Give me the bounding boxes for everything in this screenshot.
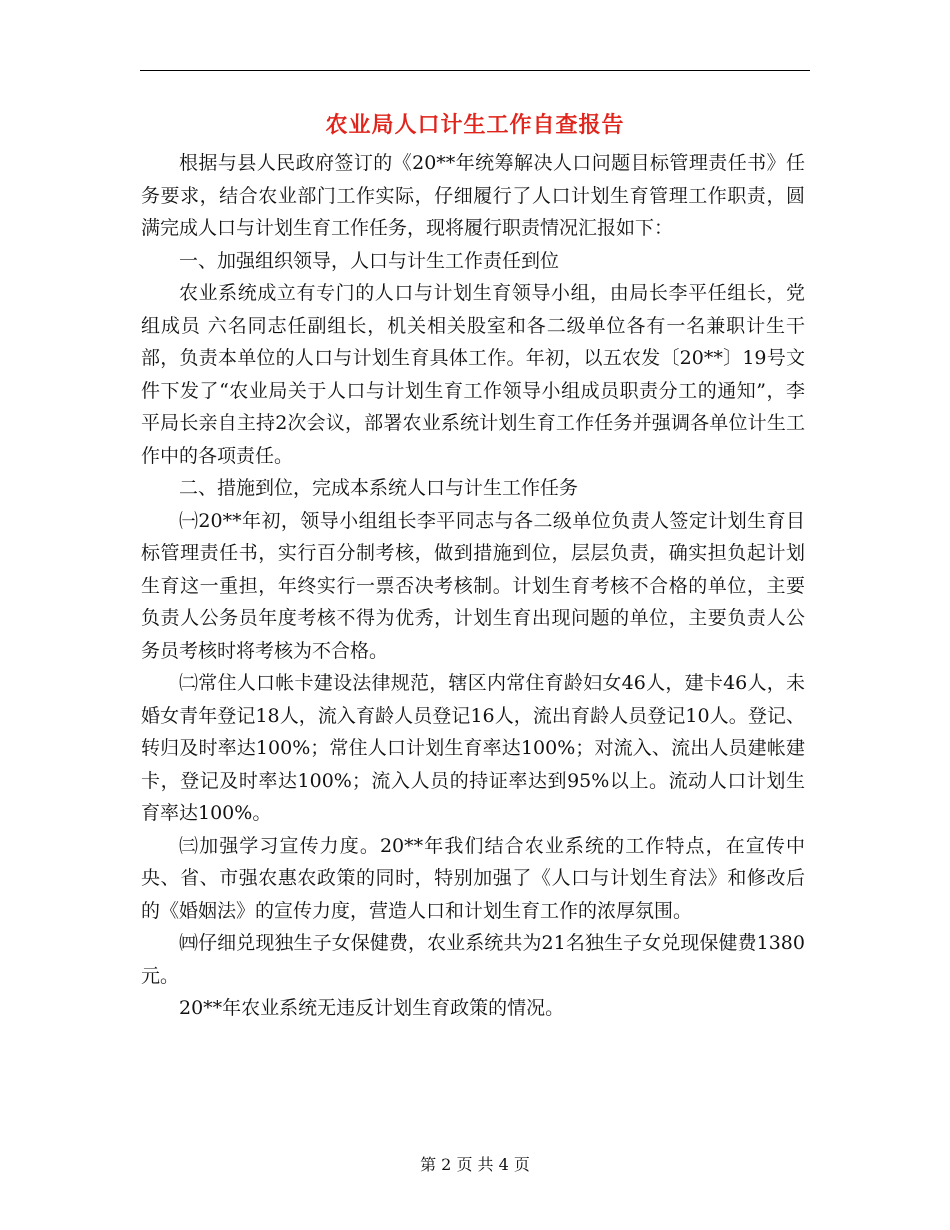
document-body [141, 147, 805, 1025]
paragraph-item-1: ㈠20**年初，领导小组组长李平同志与各二级单位负责人签定计划生育目标管理责任书，实行百分制考核，做到措施到位，层层负责，确实担负起计划生育这一重担，年终实行一票否决考核制。计划生育考核不合格的单位，主要负责人公务员年度考核不得为优秀，计划生育出现问题的单位，主要负责人公务员考核时将考核为不合格。 [141, 509, 805, 662]
paragraph-item-3: ㈢加强学习宣传力度。20**年我们结合农业系统的工作特点，在宣传中央、省、市强农惠农政策的同时，特别加强了《人口与计划生育法》和修改后的《婚姻法》的宣传力度，营造人口和计划生育工作的浓厚氛围。 [141, 834, 805, 922]
section-heading-2: 二、措施到位，完成本系统人口与计生工作任务 [179, 477, 579, 499]
page-number: 第 2 页 共 4 页 [420, 1155, 530, 1174]
header-rule [140, 70, 810, 71]
paragraph-intro: 根据与县人民政府签订的《20**年统筹解决人口问题目标管理责任书》任务要求，结合农业部门工作实际，仔细履行了人口计划生育管理工作职责，圆满完成人口与计划生育工作任务，现将履行职责情况汇报如下： [141, 152, 805, 239]
document-title: 农业局人口计生工作自查报告 [325, 112, 625, 138]
paragraph-item-2: ㈡常住人口帐卡建设法律规范，辖区内常住育龄妇女46人，建卡46人，未婚女青年登记18人，流入育龄人员登记16人，流出育龄人员登记10人。登记、转归及时率达100%；常住人口计划生育率达100%；对流入、流出人员建帐建卡，登记及时率达100%；流入人员的持证率达到95%以上。流动人口计划生育率达100%。 [141, 672, 805, 824]
paragraph-conclusion: 20**年农业系统无违反计划生育政策的情况。 [179, 997, 565, 1019]
paragraph-item-4: ㈣仔细兑现独生子女保健费，农业系统共为21名独生子女兑现保健费1380元。 [141, 932, 805, 987]
section-heading-1: 一、加强组织领导，人口与计生工作责任到位 [179, 249, 560, 272]
paragraph-organization: 农业系统成立有专门的人口与计划生育领导小组，由局长李平任组长，党组成员 六名同志任副组长，机关相关股室和各二级单位各有一名兼职计生干部，负责本单位的人口与计划生育具体工作。年初，以五农发〔20**〕19号文件下发了“农业局关于人口与计划生育工作领导小组成员职责分工的通知”，李平局长亲自主持2次会议，部署农业系统计划生育工作任务并强调各单位计生工作中的各项责任。 [141, 282, 805, 467]
